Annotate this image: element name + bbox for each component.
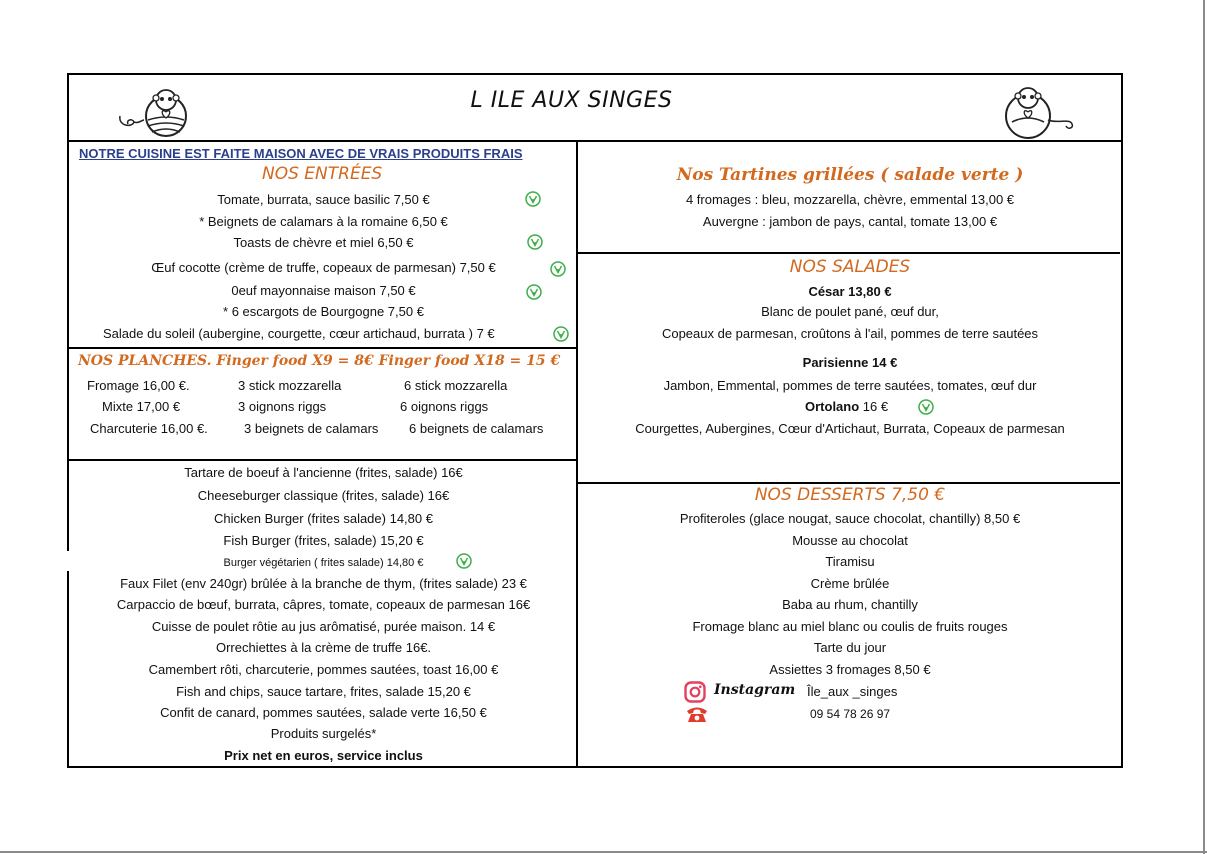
list-item: Chicken Burger (frites salade) 14,80 € [214,511,433,526]
table-cell: Charcuterie 16,00 €. [90,421,208,436]
monkey-logo-right-icon [1000,84,1080,145]
list-item: Œuf cocotte (crème de truffe, copeaux de parmesan) 7,50 € [151,260,496,275]
salades-title: NOS SALADES [789,257,911,277]
vegetarian-icon [527,234,543,250]
instagram-icon[interactable] [684,681,706,703]
list-item: Burger végétarien ( frites salade) 14,80 € [223,557,424,569]
list-item: Fish and chips, sauce tartare, frites, salade 15,20 € [176,684,471,699]
table-cell: 6 beignets de calamars [409,421,544,436]
list-item: Profiteroles (glace nougat, sauce chocolat, chantilly) 8,50 € [679,511,1021,526]
restaurant-title: L ILE AUX SINGES [470,88,673,113]
list-item: Camembert rôti, charcuterie, pommes sautées, toast 16,00 € [148,662,499,677]
list-item: Fromage blanc au miel blanc ou coulis de fruits rouges [692,619,1008,634]
divider-salades [578,252,1120,254]
list-item: * 6 escargots de Bourgogne 7,50 € [223,304,424,319]
vegetarian-icon [525,191,541,207]
instagram-label: Instagram [714,682,796,698]
list-item: Faux Filet (env 240gr) brûlée à la branche de thym, (frites salade) 23 € [120,576,527,591]
price-footer: Prix net en euros, service inclus [224,748,423,763]
salad-desc: Copeaux de parmesan, croûtons à l'ail, pommes de terre sautées [661,326,1039,341]
table-cell: 3 oignons riggs [238,399,327,414]
divider-desserts [578,482,1120,484]
table-cell: Fromage 16,00 €. [87,378,190,393]
table-cell: 3 beignets de calamars [244,421,379,436]
salad-desc: Blanc de poulet pané, œuf dur, [761,304,939,319]
list-item: Tartare de boeuf à l'ancienne (frites, salade) 16€ [184,465,463,480]
salad-desc: Courgettes, Aubergines, Cœur d'Artichaut, Burrata, Copeaux de parmesan [635,421,1065,436]
list-item: 4 fromages : bleu, mozzarella, chèvre, emmental 13,00 € [685,192,1015,207]
phone-number[interactable]: 09 54 78 26 97 [810,707,891,721]
planches-title: NOS PLANCHES. Finger food X9 = 8€ Finger food X18 = 15 € [78,353,561,369]
list-item: Cuisse de poulet rôtie au jus arômatisé, purée maison. 14 € [151,619,496,634]
divider-planches [69,347,576,349]
list-item: Toasts de chèvre et miel 6,50 € [233,235,414,250]
instagram-handle[interactable]: Île_aux _singes [807,684,898,699]
list-item: Orrechiettes à la crème de truffe 16€. [215,640,432,655]
list-item: Assiettes 3 fromages 8,50 € [769,662,931,677]
homemade-notice: NOTRE CUISINE EST FAITE MAISON AVEC DE VRAIS PRODUITS FRAIS [79,146,523,161]
list-item: Cheeseburger classique (frites, salade) 16€ [197,488,450,503]
list-item: Fish Burger (frites, salade) 15,20 € [223,533,424,548]
list-item: Carpaccio de bœuf, burrata, câpres, tomate, copeaux de parmesan 16€ [116,597,531,612]
table-cell: Mixte 17,00 € [102,399,181,414]
list-item: Confit de canard, pommes sautées, salade verte 16,50 € [160,705,487,720]
list-item: Salade du soleil (aubergine, courgette, cœur artichaud, burrata ) 7 € [103,326,495,341]
salad-name [805,399,888,415]
phone-icon [685,705,709,723]
list-item: Tiramisu [825,554,875,569]
list-item: Produits surgelés* [270,726,377,741]
salad-name-label: Ortolano [805,399,860,414]
salad-name: Parisienne 14 € [802,355,898,370]
tartines-title: Nos Tartines grillées ( salade verte ) [676,165,1024,185]
list-item: Mousse au chocolat [792,533,908,548]
table-cell: 6 oignons riggs [400,399,489,414]
list-item: Baba au rhum, chantilly [782,597,918,612]
list-item: Tomate, burrata, sauce basilic 7,50 € [217,192,430,207]
vegetarian-icon [456,553,472,569]
salad-price: 16 € [862,399,889,414]
desserts-title: NOS DESSERTS 7,50 € [754,485,946,505]
divider-plats [69,459,576,461]
table-cell: 6 stick mozzarella [404,378,508,393]
entrees-title: NOS ENTRÉES [262,164,383,184]
list-item: Crème brûlée [810,576,890,591]
list-item: Auvergne : jambon de pays, cantal, tomate 13,00 € [702,214,998,229]
vegetarian-icon [918,399,934,415]
header-divider [67,140,1121,142]
list-item: * Beignets de calamars à la romaine 6,50 € [199,214,448,229]
list-item: 0euf mayonnaise maison 7,50 € [231,283,416,298]
table-cell: 3 stick mozzarella [238,378,342,393]
vegetarian-icon [550,261,566,277]
salad-name: César 13,80 € [808,284,892,299]
list-item: Tarte du jour [813,640,887,655]
vegetarian-icon [526,284,542,300]
vegetarian-icon [553,326,569,342]
salad-desc: Jambon, Emmental, pommes de terre sautées, tomates, œuf dur [663,378,1037,393]
